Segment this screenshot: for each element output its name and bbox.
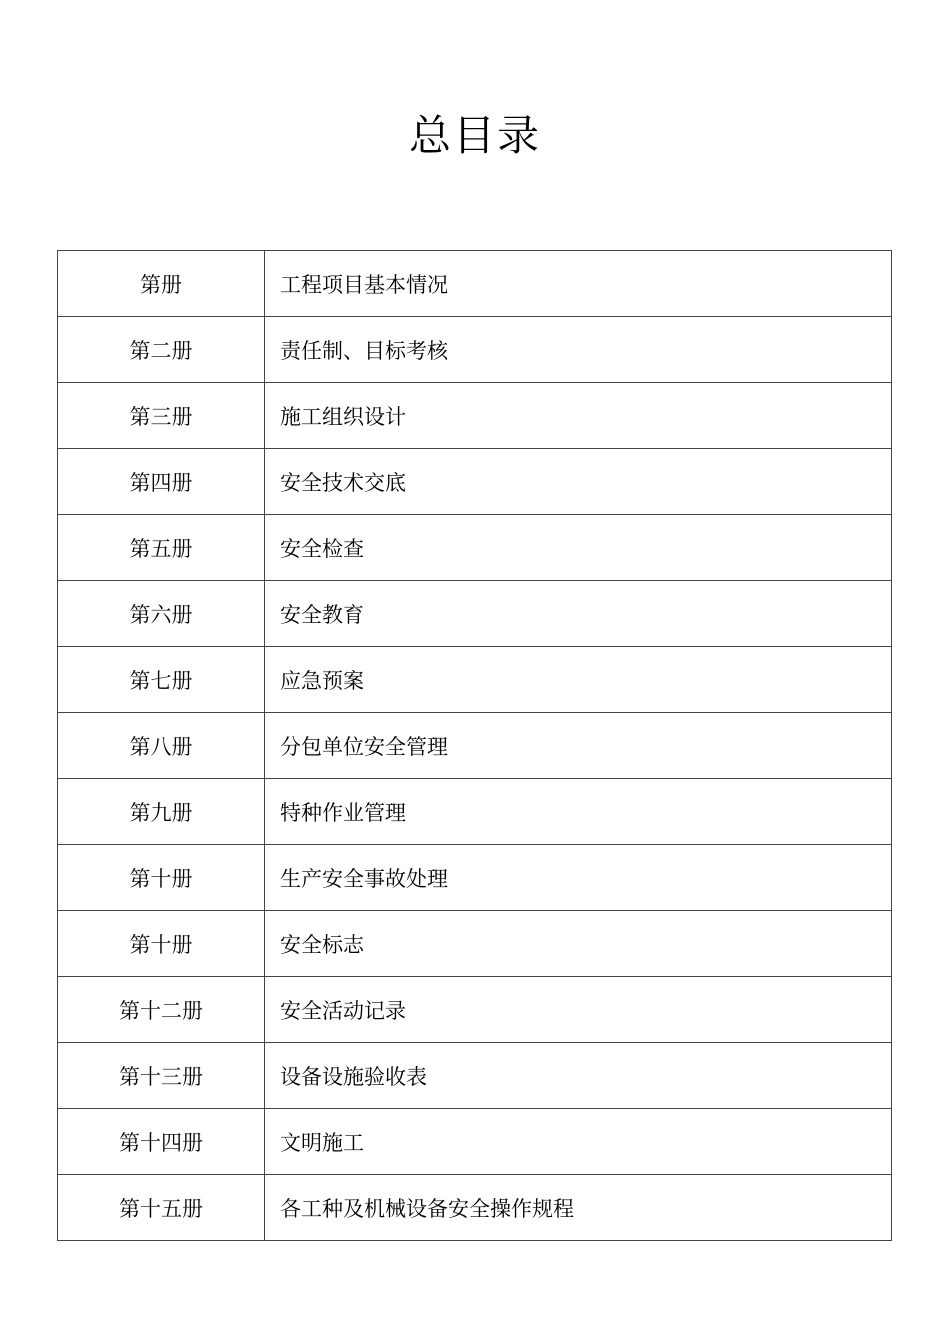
table-row <box>58 515 892 581</box>
volume-cell: 第三册 <box>58 383 265 449</box>
table-row <box>58 251 892 317</box>
volume-title-cell: 施工组织设计 <box>265 383 892 449</box>
volume-cell: 第十四册 <box>58 1109 265 1175</box>
table-row <box>58 647 892 713</box>
volume-title-cell: 应急预案 <box>265 647 892 713</box>
volume-title-cell: 生产安全事故处理 <box>265 845 892 911</box>
table-row <box>58 1109 892 1175</box>
volume-cell: 第十册 <box>58 911 265 977</box>
volume-cell: 第二册 <box>58 317 265 383</box>
volume-cell: 第七册 <box>58 647 265 713</box>
table-row <box>58 317 892 383</box>
table-of-contents <box>57 250 892 1241</box>
volume-title-cell: 分包单位安全管理 <box>265 713 892 779</box>
table-row <box>58 977 892 1043</box>
table-row <box>58 1175 892 1241</box>
volume-cell: 第十五册 <box>58 1175 265 1241</box>
volume-title-cell: 安全技术交底 <box>265 449 892 515</box>
volume-title-cell: 文明施工 <box>265 1109 892 1175</box>
table-row <box>58 779 892 845</box>
volume-title-cell: 工程项目基本情况 <box>265 251 892 317</box>
volume-title-cell: 安全标志 <box>265 911 892 977</box>
volume-title-cell: 各工种及机械设备安全操作规程 <box>265 1175 892 1241</box>
page-title: 总目录 <box>408 111 541 160</box>
volume-cell: 第十二册 <box>58 977 265 1043</box>
volume-cell: 第十册 <box>58 845 265 911</box>
volume-cell: 第九册 <box>58 779 265 845</box>
volume-cell: 第册 <box>58 251 265 317</box>
volume-title-cell: 安全教育 <box>265 581 892 647</box>
volume-cell: 第五册 <box>58 515 265 581</box>
volume-title-cell: 责任制、目标考核 <box>265 317 892 383</box>
table-row <box>58 713 892 779</box>
volume-cell: 第十三册 <box>58 1043 265 1109</box>
volume-cell: 第四册 <box>58 449 265 515</box>
volume-title-cell: 安全检查 <box>265 515 892 581</box>
volume-title-cell: 特种作业管理 <box>265 779 892 845</box>
volume-title-cell: 设备设施验收表 <box>265 1043 892 1109</box>
table-row <box>58 1043 892 1109</box>
volume-cell: 第六册 <box>58 581 265 647</box>
table-row <box>58 581 892 647</box>
table-row <box>58 449 892 515</box>
volume-cell: 第八册 <box>58 713 265 779</box>
table-row <box>58 911 892 977</box>
toc-body <box>58 251 892 1241</box>
volume-title-cell: 安全活动记录 <box>265 977 892 1043</box>
table-row <box>58 845 892 911</box>
table-row <box>58 383 892 449</box>
